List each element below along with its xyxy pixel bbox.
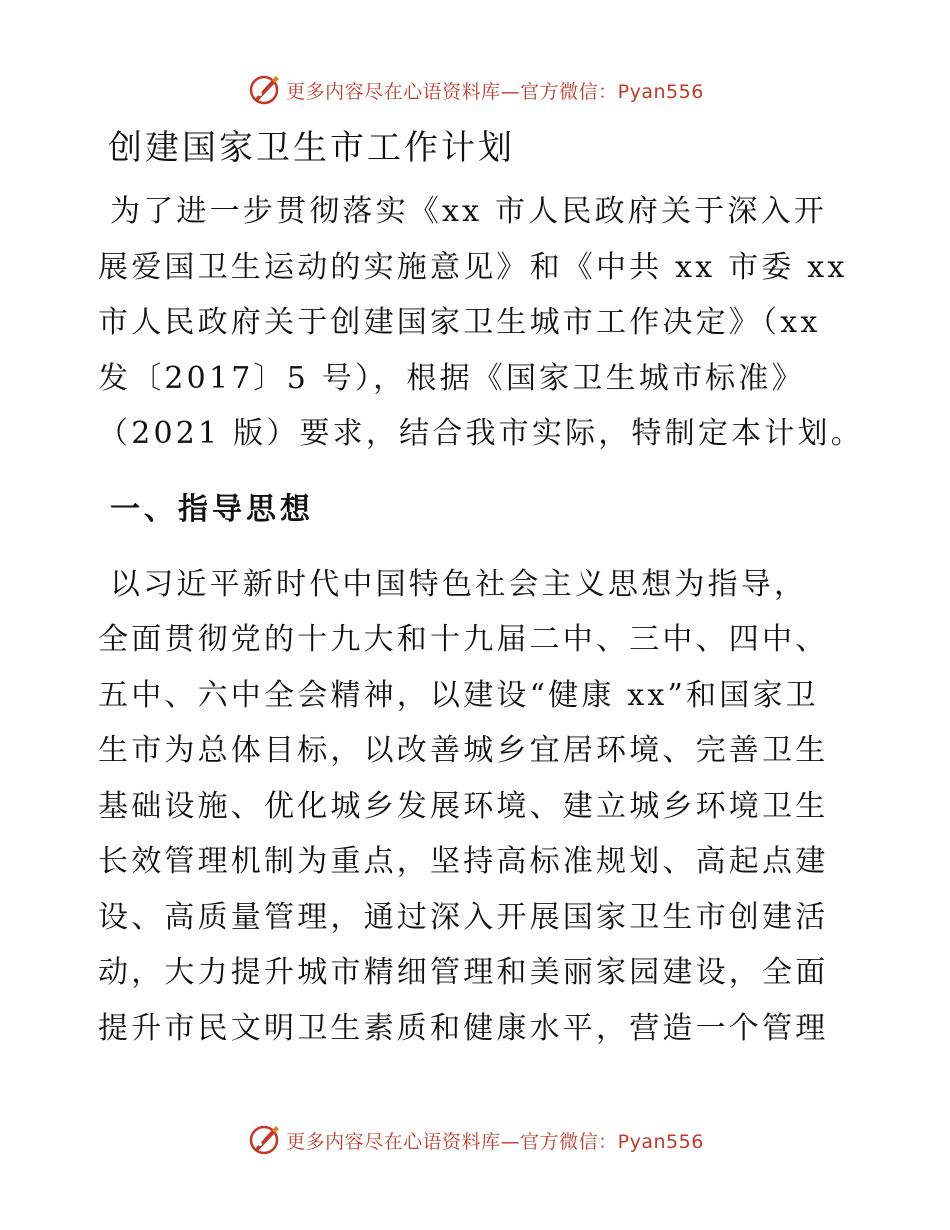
section-line: 以习近平新时代中国特色社会主义思想为指导， — [110, 566, 808, 602]
section-line: 生市为总体目标，以改善城乡宜居环境、完善卫生 — [98, 733, 829, 768]
pen-logo-icon — [246, 1122, 282, 1158]
section-line: 长效管理机制为重点，坚持高标准规划、高起点建 — [98, 844, 829, 879]
header-banner-text: 更多内容尽在心语资料库—官方微信：Pyan556 — [286, 80, 704, 103]
intro-line: 为了进一步贯彻落实《xx 市人民政府关于深入开 — [110, 194, 827, 229]
intro-line: （2021 版）要求，结合我市实际，特制定本计划。 — [98, 416, 864, 451]
document-title: 创建国家卫生市工作计划 — [108, 128, 515, 168]
intro-line: 市人民政府关于创建国家卫生城市工作决定》（xx — [98, 305, 821, 340]
section-paragraph — [98, 557, 858, 1057]
header-banner — [0, 70, 950, 110]
section-line: 提升市民文明卫生素质和健康水平，营造一个管理 — [98, 1010, 829, 1046]
section-line: 五中、六中全会精神，以建设“健康 xx”和国家卫 — [98, 677, 819, 713]
section-heading: 一、指导思想 — [110, 491, 314, 527]
document-body — [98, 120, 864, 1056]
intro-paragraph — [98, 184, 864, 462]
footer-banner-text: 更多内容尽在心语资料库—官方微信：Pyan556 — [286, 1130, 704, 1153]
section-line: 基础设施、优化城乡发展环境、建立城乡环境卫生 — [98, 788, 829, 824]
section-line: 设、高质量管理，通过深入开展国家卫生市创建活 — [98, 899, 829, 935]
intro-line: 展爱国卫生运动的实施意见》和《中共 xx 市委 xx — [98, 249, 848, 285]
section-line: 动，大力提升城市精细管理和美丽家园建设，全面 — [98, 955, 829, 990]
footer-banner — [0, 1120, 950, 1160]
section-line: 全面贯彻党的十九大和十九届二中、三中、四中、 — [98, 622, 829, 657]
intro-line: 发〔2017〕5 号），根据《国家卫生城市标准》 — [98, 360, 805, 396]
pen-logo-icon — [246, 72, 282, 108]
